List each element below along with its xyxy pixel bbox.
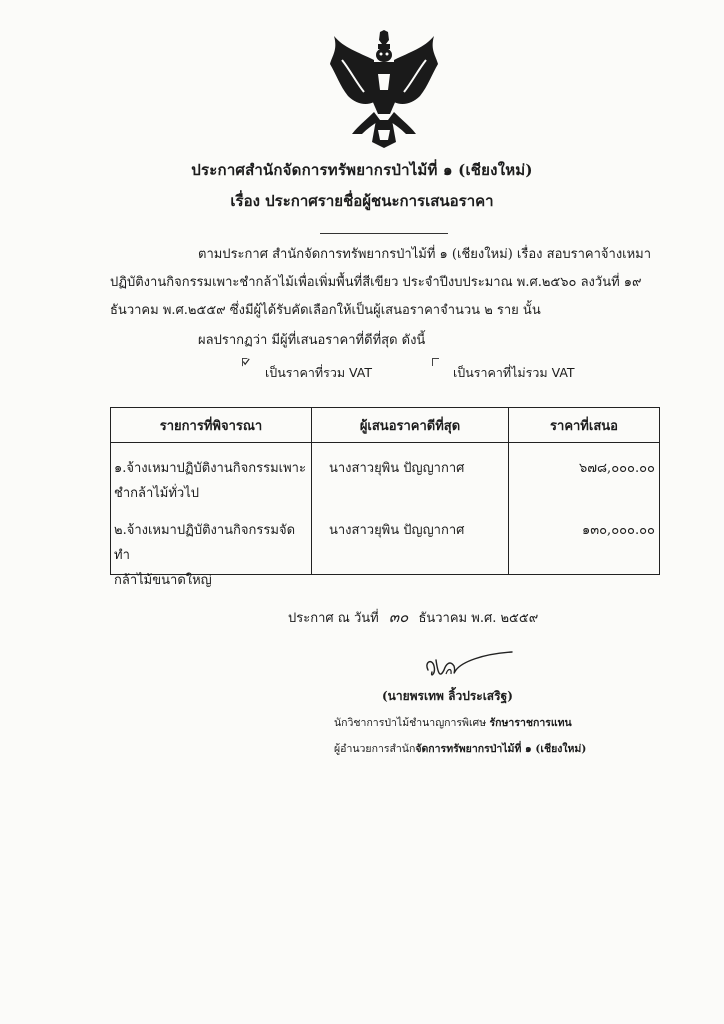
empty-checkbox-icon xyxy=(432,358,439,366)
title-divider xyxy=(320,233,448,234)
table-header-row xyxy=(111,408,660,443)
result-statement: ผลปรากฏว่า มีผู้ที่เสนอราคาที่ดีที่สุด ดังนี้ xyxy=(198,333,426,348)
position-text: นักวิชาการป่าไม้ชำนาญการพิเศษ xyxy=(334,717,487,729)
signer-position-line-2 xyxy=(334,740,586,757)
item-text-line: ๑.จ้างเหมาปฏิบัติงานกิจกรรมเพาะ xyxy=(114,461,306,476)
paragraph-line-2: ปฏิบัติงานกิจกรรมเพาะชำกล้าไม้เพื่อเพิ่มพื้นที่สีเขียว ประจำปีงบประมาณ พ.ศ.๒๕๖๐ ลงวันที่ ๑๙ xyxy=(110,275,642,290)
price-cell xyxy=(509,443,660,519)
handwritten-signature xyxy=(422,648,522,688)
header-item: รายการที่พิจารณา xyxy=(111,408,312,443)
announcement-date xyxy=(288,605,538,629)
table-row xyxy=(111,518,660,575)
header-price: ราคาที่เสนอ xyxy=(509,408,660,443)
announce-prefix: ประกาศ ณ วันที่ xyxy=(288,611,379,626)
paragraph-line-3: ธันวาคม พ.ศ.๒๕๕๙ ซึ่งมีผู้ได้รับคัดเลือกให้เป็นผู้เสนอราคาจำนวน ๒ ราย นั้น xyxy=(110,303,541,318)
table-row xyxy=(111,443,660,519)
vat-excluded-option xyxy=(432,358,575,383)
bidder-cell xyxy=(312,518,509,575)
position-text: ผู้อำนวยการสำนัก xyxy=(334,743,416,755)
position-stamp: จัดการทรัพยากรป่าไม้ที่ ๑ (เชียงใหม่) xyxy=(415,743,587,755)
garuda-emblem-icon xyxy=(328,30,440,148)
bid-results-table xyxy=(110,407,660,588)
vat-included-label: เป็นราคาที่รวม VAT xyxy=(265,365,373,380)
bid-price: ๑๓๐,๐๐๐.๐๐ xyxy=(581,523,655,538)
document-title: ประกาศสำนักจัดการทรัพยากรป่าไม้ที่ ๑ (เชียงใหม่) xyxy=(191,161,533,179)
vat-excluded-label: เป็นราคาที่ไม่รวม VAT xyxy=(453,365,575,380)
item-cell xyxy=(111,518,312,588)
bidder-name: นางสาวยุพิน ปัญญากาศ xyxy=(329,461,465,476)
document-subject: เรื่อง ประกาศรายชื่อผู้ชนะการเสนอราคา xyxy=(230,192,494,210)
signer-name: (นายพรเทพ ลิ้วประเสริฐ) xyxy=(382,689,513,703)
bidder-name: นางสาวยุพิน ปัญญากาศ xyxy=(329,523,465,538)
item-cell xyxy=(111,443,312,519)
handwritten-day: ๓๐ xyxy=(388,608,409,626)
announce-month-year: ธันวาคม พ.ศ. ๒๕๕๙ xyxy=(418,611,539,626)
item-text-line: กล้าไม้ขนาดใหญ่ xyxy=(114,573,212,588)
item-text-line: ชำกล้าไม้ทั่วไป xyxy=(114,486,200,501)
position-stamp: รักษาราชการแทน xyxy=(489,717,572,729)
header-bidder: ผู้เสนอราคาดีที่สุด xyxy=(312,408,509,443)
checkmark-box-icon xyxy=(242,358,251,367)
vat-included-option xyxy=(242,358,372,383)
bidder-cell xyxy=(312,443,509,519)
price-cell xyxy=(509,518,660,575)
paragraph-line-1: ตามประกาศ สำนักจัดการทรัพยากรป่าไม้ที่ ๑ (เชียงใหม่) เรื่อง สอบราคาจ้างเหมา xyxy=(198,247,652,262)
bid-price: ๖๗๘,๐๐๐.๐๐ xyxy=(579,461,655,476)
item-text-line: ๒.จ้างเหมาปฏิบัติงานกิจกรรมจัดทำ xyxy=(114,523,296,563)
signer-position-line-1 xyxy=(334,714,572,731)
